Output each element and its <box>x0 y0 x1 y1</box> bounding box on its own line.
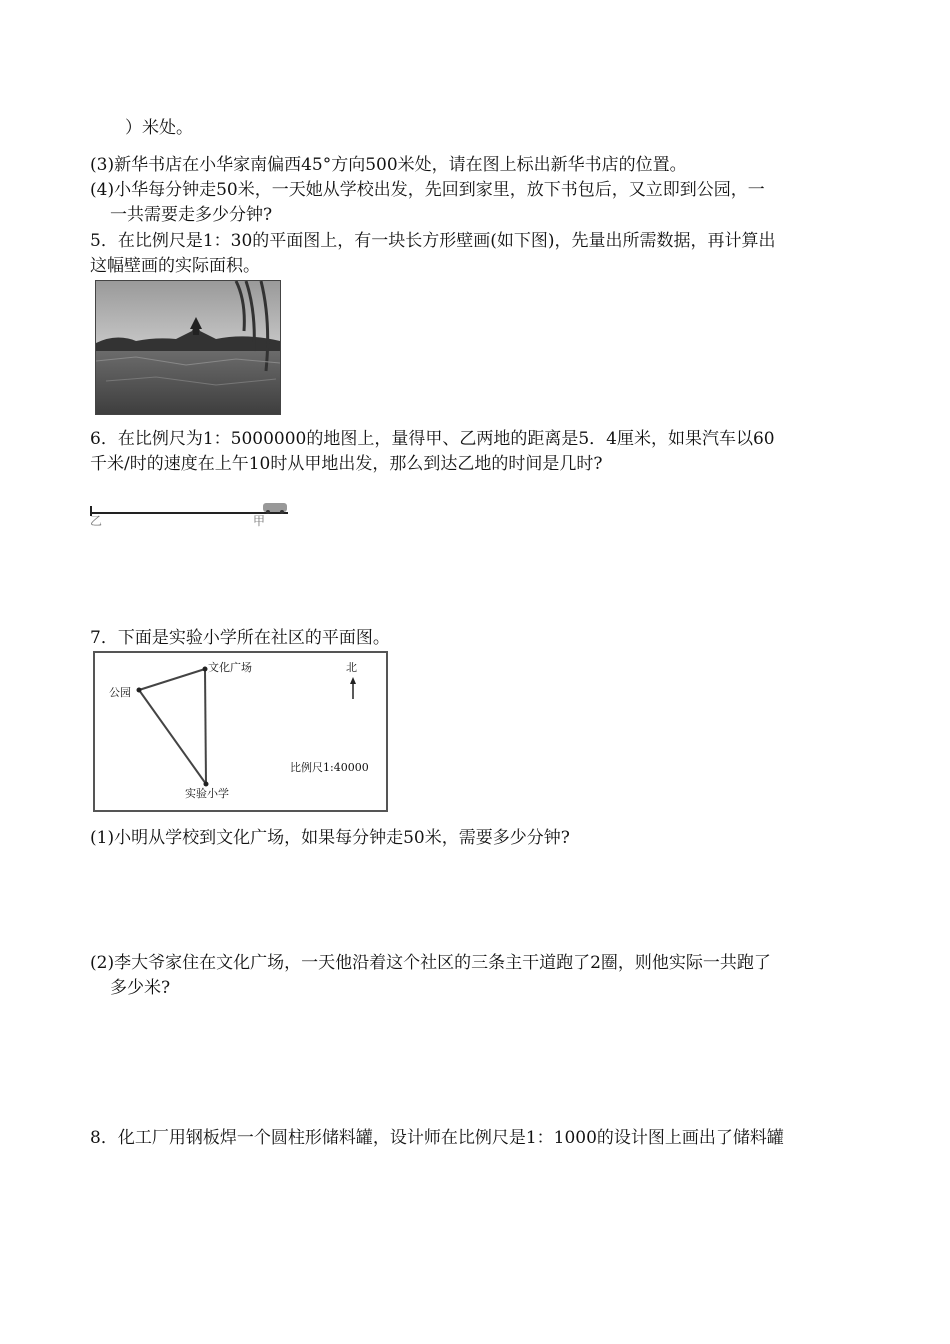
map-label-scale: 比例尺1:40000 <box>290 761 369 774</box>
community-map <box>93 651 388 812</box>
map-label-school: 实验小学 <box>185 787 229 800</box>
problem-7-q2-cont: 多少米? <box>110 978 171 998</box>
mural-photo-graphic <box>96 281 280 414</box>
map-label-park: 公园 <box>109 686 131 699</box>
text-line-1: ）米处。 <box>125 118 193 138</box>
question-4-cont: 一共需要走多少分钟? <box>110 205 273 225</box>
road-figure <box>88 498 293 532</box>
question-4: (4)小华每分钟走50米，一天她从学校出发，先回到家里，放下书包后，又立即到公园，一 <box>90 180 765 200</box>
problem-6: 6．在比例尺为1：5000000的地图上，量得甲、乙两地的距离是5．4厘米，如果汽车以60 <box>90 429 775 449</box>
problem-6-cont: 千米/时的速度在上午10时从甲地出发，那么到达乙地的时间是几时? <box>90 454 603 474</box>
question-3: (3)新华书店在小华家南偏西45°方向500米处，请在图上标出新华书店的位置。 <box>90 155 687 175</box>
label-jia: 甲 <box>253 514 266 528</box>
problem-7: 7．下面是实验小学所在社区的平面图。 <box>90 628 390 648</box>
label-yi: 乙 <box>90 514 103 528</box>
problem-5: 5．在比例尺是1：30的平面图上，有一块长方形壁画(如下图)，先量出所需数据，再计算出 <box>90 231 776 251</box>
problem-7-q1: (1)小明从学校到文化广场，如果每分钟走50米，需要多少分钟? <box>90 828 570 848</box>
map-graphic <box>95 653 386 810</box>
problem-8: 8．化工厂用钢板焊一个圆柱形储料罐，设计师在比例尺是1：1000的设计图上画出了储料罐 <box>90 1128 784 1148</box>
problem-5-cont: 这幅壁画的实际面积。 <box>90 256 260 276</box>
map-label-culture-square: 文化广场 <box>208 661 252 674</box>
map-label-north: 北 <box>346 661 357 674</box>
mural-photo <box>95 280 281 415</box>
problem-7-q2: (2)李大爷家住在文化广场，一天他沿着这个社区的三条主干道跑了2圈，则他实际一共跑了 <box>90 953 771 973</box>
